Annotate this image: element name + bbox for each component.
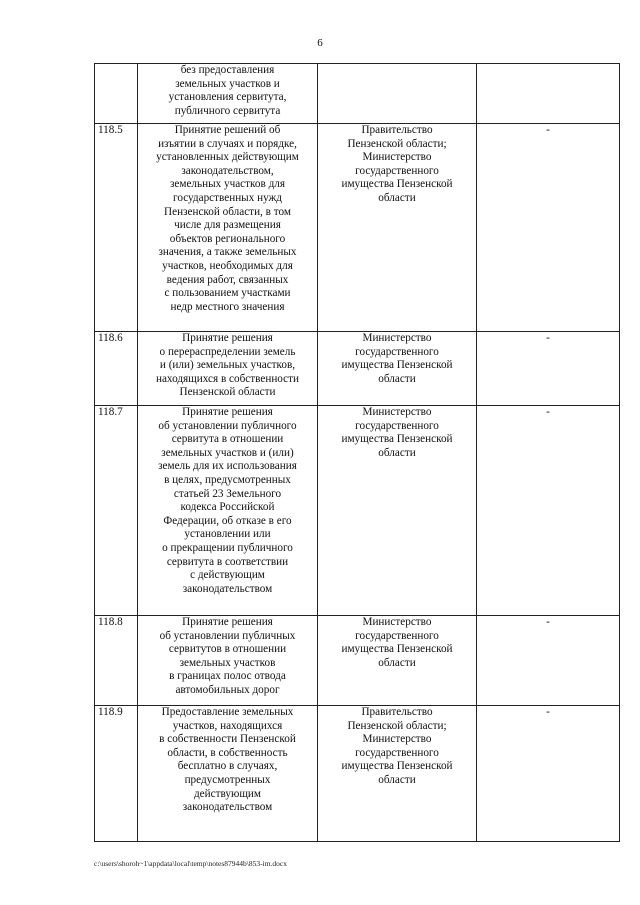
row-organization-cell — [318, 64, 477, 124]
row-note-cell: - — [477, 332, 620, 406]
table-row — [95, 616, 620, 706]
row-number-cell: 118.7 — [95, 406, 138, 616]
row-number-cell: 118.6 — [95, 332, 138, 406]
table-row — [95, 406, 620, 616]
row-organization-cell: Министерство государственного имущества Пензенской области — [318, 332, 477, 406]
table-row — [95, 124, 620, 332]
row-organization-cell: Министерство государственного имущества Пензенской области — [318, 616, 477, 706]
table-row — [95, 706, 620, 842]
footer-file-path: c:\users\shoroh~1\appdata\local\temp\notes87944b\853-im.docx — [94, 859, 287, 868]
table-row — [95, 332, 620, 406]
row-number-cell: 118.9 — [95, 706, 138, 842]
row-description-cell: Принятие решений об изъятии в случаях и порядке, установленных действующим законодательством, земельных участков для государственных нужд Пензенской области, в том числе для размещения объектов регионального значения, а также земельных участков, необходимых для ведения работ, связанных с пользованием участками недр местного значения — [138, 124, 318, 332]
row-note-cell: - — [477, 706, 620, 842]
row-number-cell: 118.8 — [95, 616, 138, 706]
page-number: 6 — [317, 37, 323, 49]
row-description-cell: Предоставление земельных участков, находящихся в собственности Пензенской области, в собственность бесплатно в случаях, предусмотренных действующим законодательством — [138, 706, 318, 842]
row-organization-cell: Правительство Пензенской области; Министерство государственного имущества Пензенской области — [318, 706, 477, 842]
row-note-cell: - — [477, 124, 620, 332]
row-description-cell: Принятие решения о перераспределении земель и (или) земельных участков, находящихся в собственности Пензенской области — [138, 332, 318, 406]
row-description-cell: Принятие решения об установлении публичного сервитута в отношении земельных участков и (или) земель для их использования в целях, предусмотренных статьей 23 Земельного кодекса Российской Федерации, об отказе в его установлении или о прекращении публичного сервитута в соответствии с действующим законодательством — [138, 406, 318, 616]
row-organization-cell: Министерство государственного имущества Пензенской области — [318, 406, 477, 616]
row-organization-cell: Правительство Пензенской области; Министерство государственного имущества Пензенской области — [318, 124, 477, 332]
table-row — [95, 64, 620, 124]
row-number-cell — [95, 64, 138, 124]
row-note-cell: - — [477, 616, 620, 706]
row-description-cell: без предоставления земельных участков и установления сервитута, публичного сервитута — [138, 64, 318, 124]
document-table — [94, 63, 620, 842]
row-description-cell: Принятие решения об установлении публичных сервитутов в отношении земельных участков в границах полос отвода автомобильных дорог — [138, 616, 318, 706]
row-note-cell: - — [477, 406, 620, 616]
row-number-cell: 118.5 — [95, 124, 138, 332]
row-note-cell — [477, 64, 620, 124]
